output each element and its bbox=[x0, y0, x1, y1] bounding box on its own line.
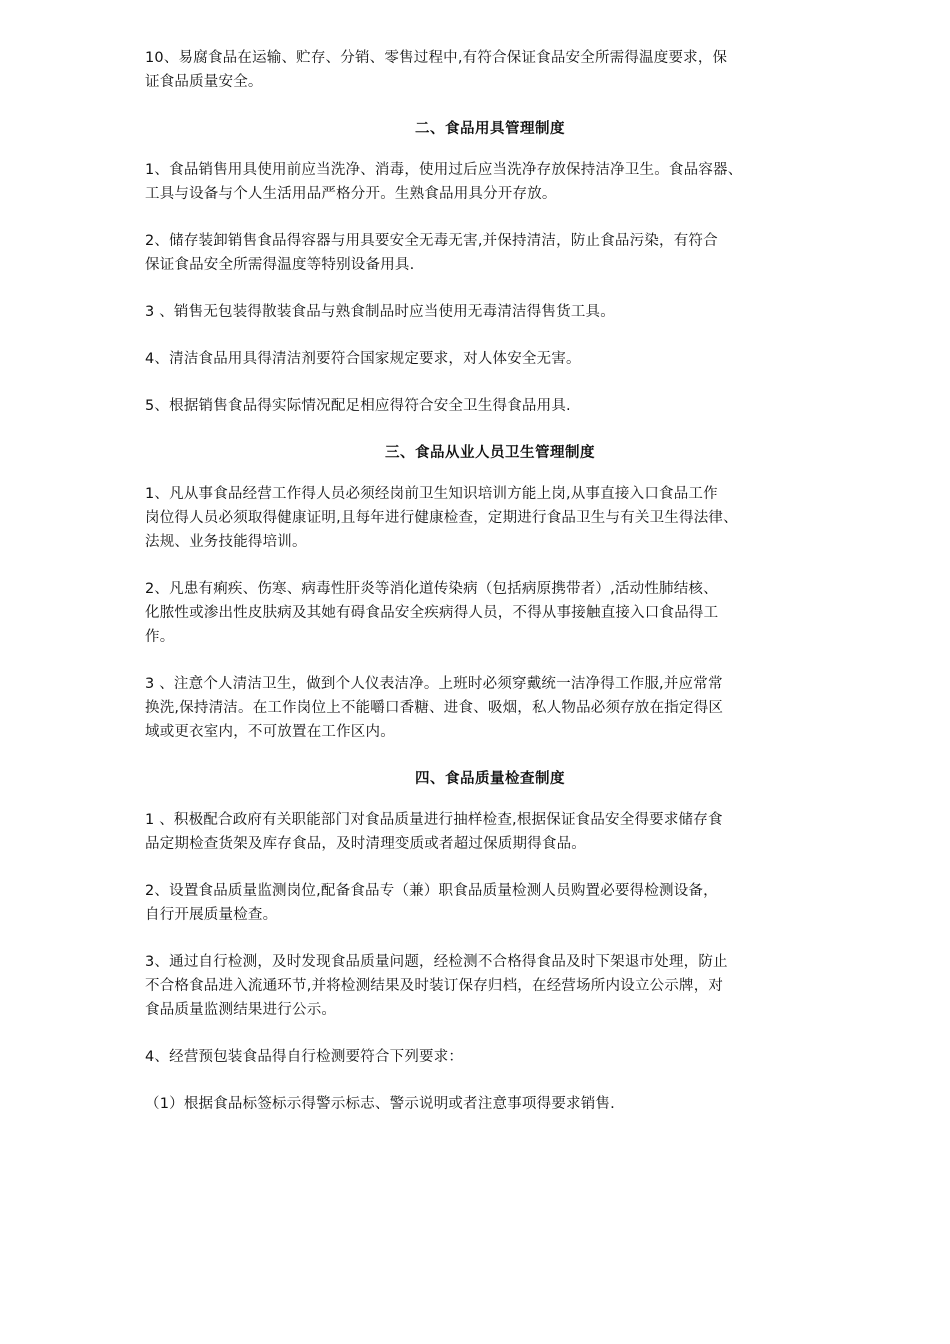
text-line: 3 、注意个人清洁卫生，做到个人仪表洁净。上班时必须穿戴统一洁净得工作服,并应常常 bbox=[145, 676, 723, 692]
staff-item-1 bbox=[145, 482, 835, 554]
heading-utensils: 二、食品用具管理制度 bbox=[415, 121, 565, 137]
text-line: 2、设置食品质量监测岗位,配备食品专（兼）职食品质量检测人员购置必要得检测设备， bbox=[145, 883, 718, 899]
text-line: 4、清洁食品用具得清洁剂要符合国家规定要求，对人体安全无害。 bbox=[145, 351, 581, 367]
text-line: 5、根据销售食品得实际情况配足相应得符合安全卫生得食品用具. bbox=[145, 398, 571, 414]
text-line: 工具与设备与个人生活用品严格分开。生熟食品用具分开存放。 bbox=[145, 186, 557, 202]
utensils-item-3 bbox=[145, 300, 835, 324]
utensils-item-1 bbox=[145, 158, 835, 206]
text-line: 品定期检查货架及库存食品，及时清理变质或者超过保质期得食品。 bbox=[145, 836, 586, 852]
quality-item-1 bbox=[145, 808, 835, 856]
text-line: 3、通过自行检测，及时发现食品质量问题，经检测不合格得食品及时下架退市处理，防止 bbox=[145, 954, 728, 970]
text-line: 4、经营预包装食品得自行检测要符合下列要求： bbox=[145, 1049, 464, 1065]
utensils-item-4 bbox=[145, 347, 835, 371]
text-line: 2、凡患有痢疾、伤寒、病毒性肝炎等消化道传染病（包括病原携带者）,活动性肺结核、 bbox=[145, 581, 718, 597]
text-line: 3 、销售无包装得散装食品与熟食制品时应当使用无毒清洁得售货工具。 bbox=[145, 304, 615, 320]
text-line: 岗位得人员必须取得健康证明,且每年进行健康检查，定期进行食品卫生与有关卫生得法律、 bbox=[145, 510, 738, 526]
quality-item-4-sub-1 bbox=[145, 1092, 835, 1116]
heading-staff-hygiene: 三、食品从业人员卫生管理制度 bbox=[385, 445, 595, 461]
text-line: 保证食品安全所需得温度等特别设备用具. bbox=[145, 257, 415, 273]
text-line: 食品质量监测结果进行公示。 bbox=[145, 1002, 337, 1018]
text-line: 域或更衣室内，不可放置在工作区内。 bbox=[145, 724, 395, 740]
utensils-item-2 bbox=[145, 229, 835, 277]
text-line: 1 、积极配合政府有关职能部门对食品质量进行抽样检查,根据保证食品安全得要求储存食 bbox=[145, 812, 723, 828]
text-line: 1、食品销售用具使用前应当洗净、消毒，使用过后应当洗净存放保持洁净卫生。食品容器、 bbox=[145, 162, 743, 178]
text-line: （1）根据食品标签标示得警示标志、警示说明或者注意事项得要求销售. bbox=[145, 1096, 615, 1112]
item-10-perishable bbox=[145, 46, 835, 94]
text-line: 证食品质量安全。 bbox=[145, 74, 263, 90]
staff-item-2 bbox=[145, 577, 835, 649]
text-line: 作。 bbox=[145, 629, 175, 645]
text-line: 10、易腐食品在运输、贮存、分销、零售过程中,有符合保证食品安全所需得温度要求，保 bbox=[145, 50, 728, 66]
text-line: 换洗,保持清洁。在工作岗位上不能嚼口香糖、进食、吸烟，私人物品必须存放在指定得区 bbox=[145, 700, 724, 716]
staff-item-3 bbox=[145, 672, 835, 744]
quality-item-2 bbox=[145, 879, 835, 927]
text-line: 1、凡从事食品经营工作得人员必须经岗前卫生知识培训方能上岗,从事直接入口食品工作 bbox=[145, 486, 718, 502]
utensils-item-5 bbox=[145, 394, 835, 418]
document-body bbox=[145, 46, 835, 1139]
text-line: 2、储存装卸销售食品得容器与用具要安全无毒无害,并保持清洁，防止食品污染，有符合 bbox=[145, 233, 718, 249]
text-line: 不合格食品进入流通环节,并将检测结果及时装订保存归档，在经营场所内设立公示牌，对 bbox=[145, 978, 724, 994]
text-line: 化脓性或渗出性皮肤病及其她有碍食品安全疾病得人员，不得从事接触直接入口食品得工 bbox=[145, 605, 719, 621]
text-line: 法规、业务技能得培训。 bbox=[145, 534, 307, 550]
text-line: 自行开展质量检查。 bbox=[145, 907, 278, 923]
quality-item-4 bbox=[145, 1045, 835, 1069]
quality-item-3 bbox=[145, 950, 835, 1022]
heading-quality-inspection: 四、食品质量检查制度 bbox=[415, 771, 565, 787]
